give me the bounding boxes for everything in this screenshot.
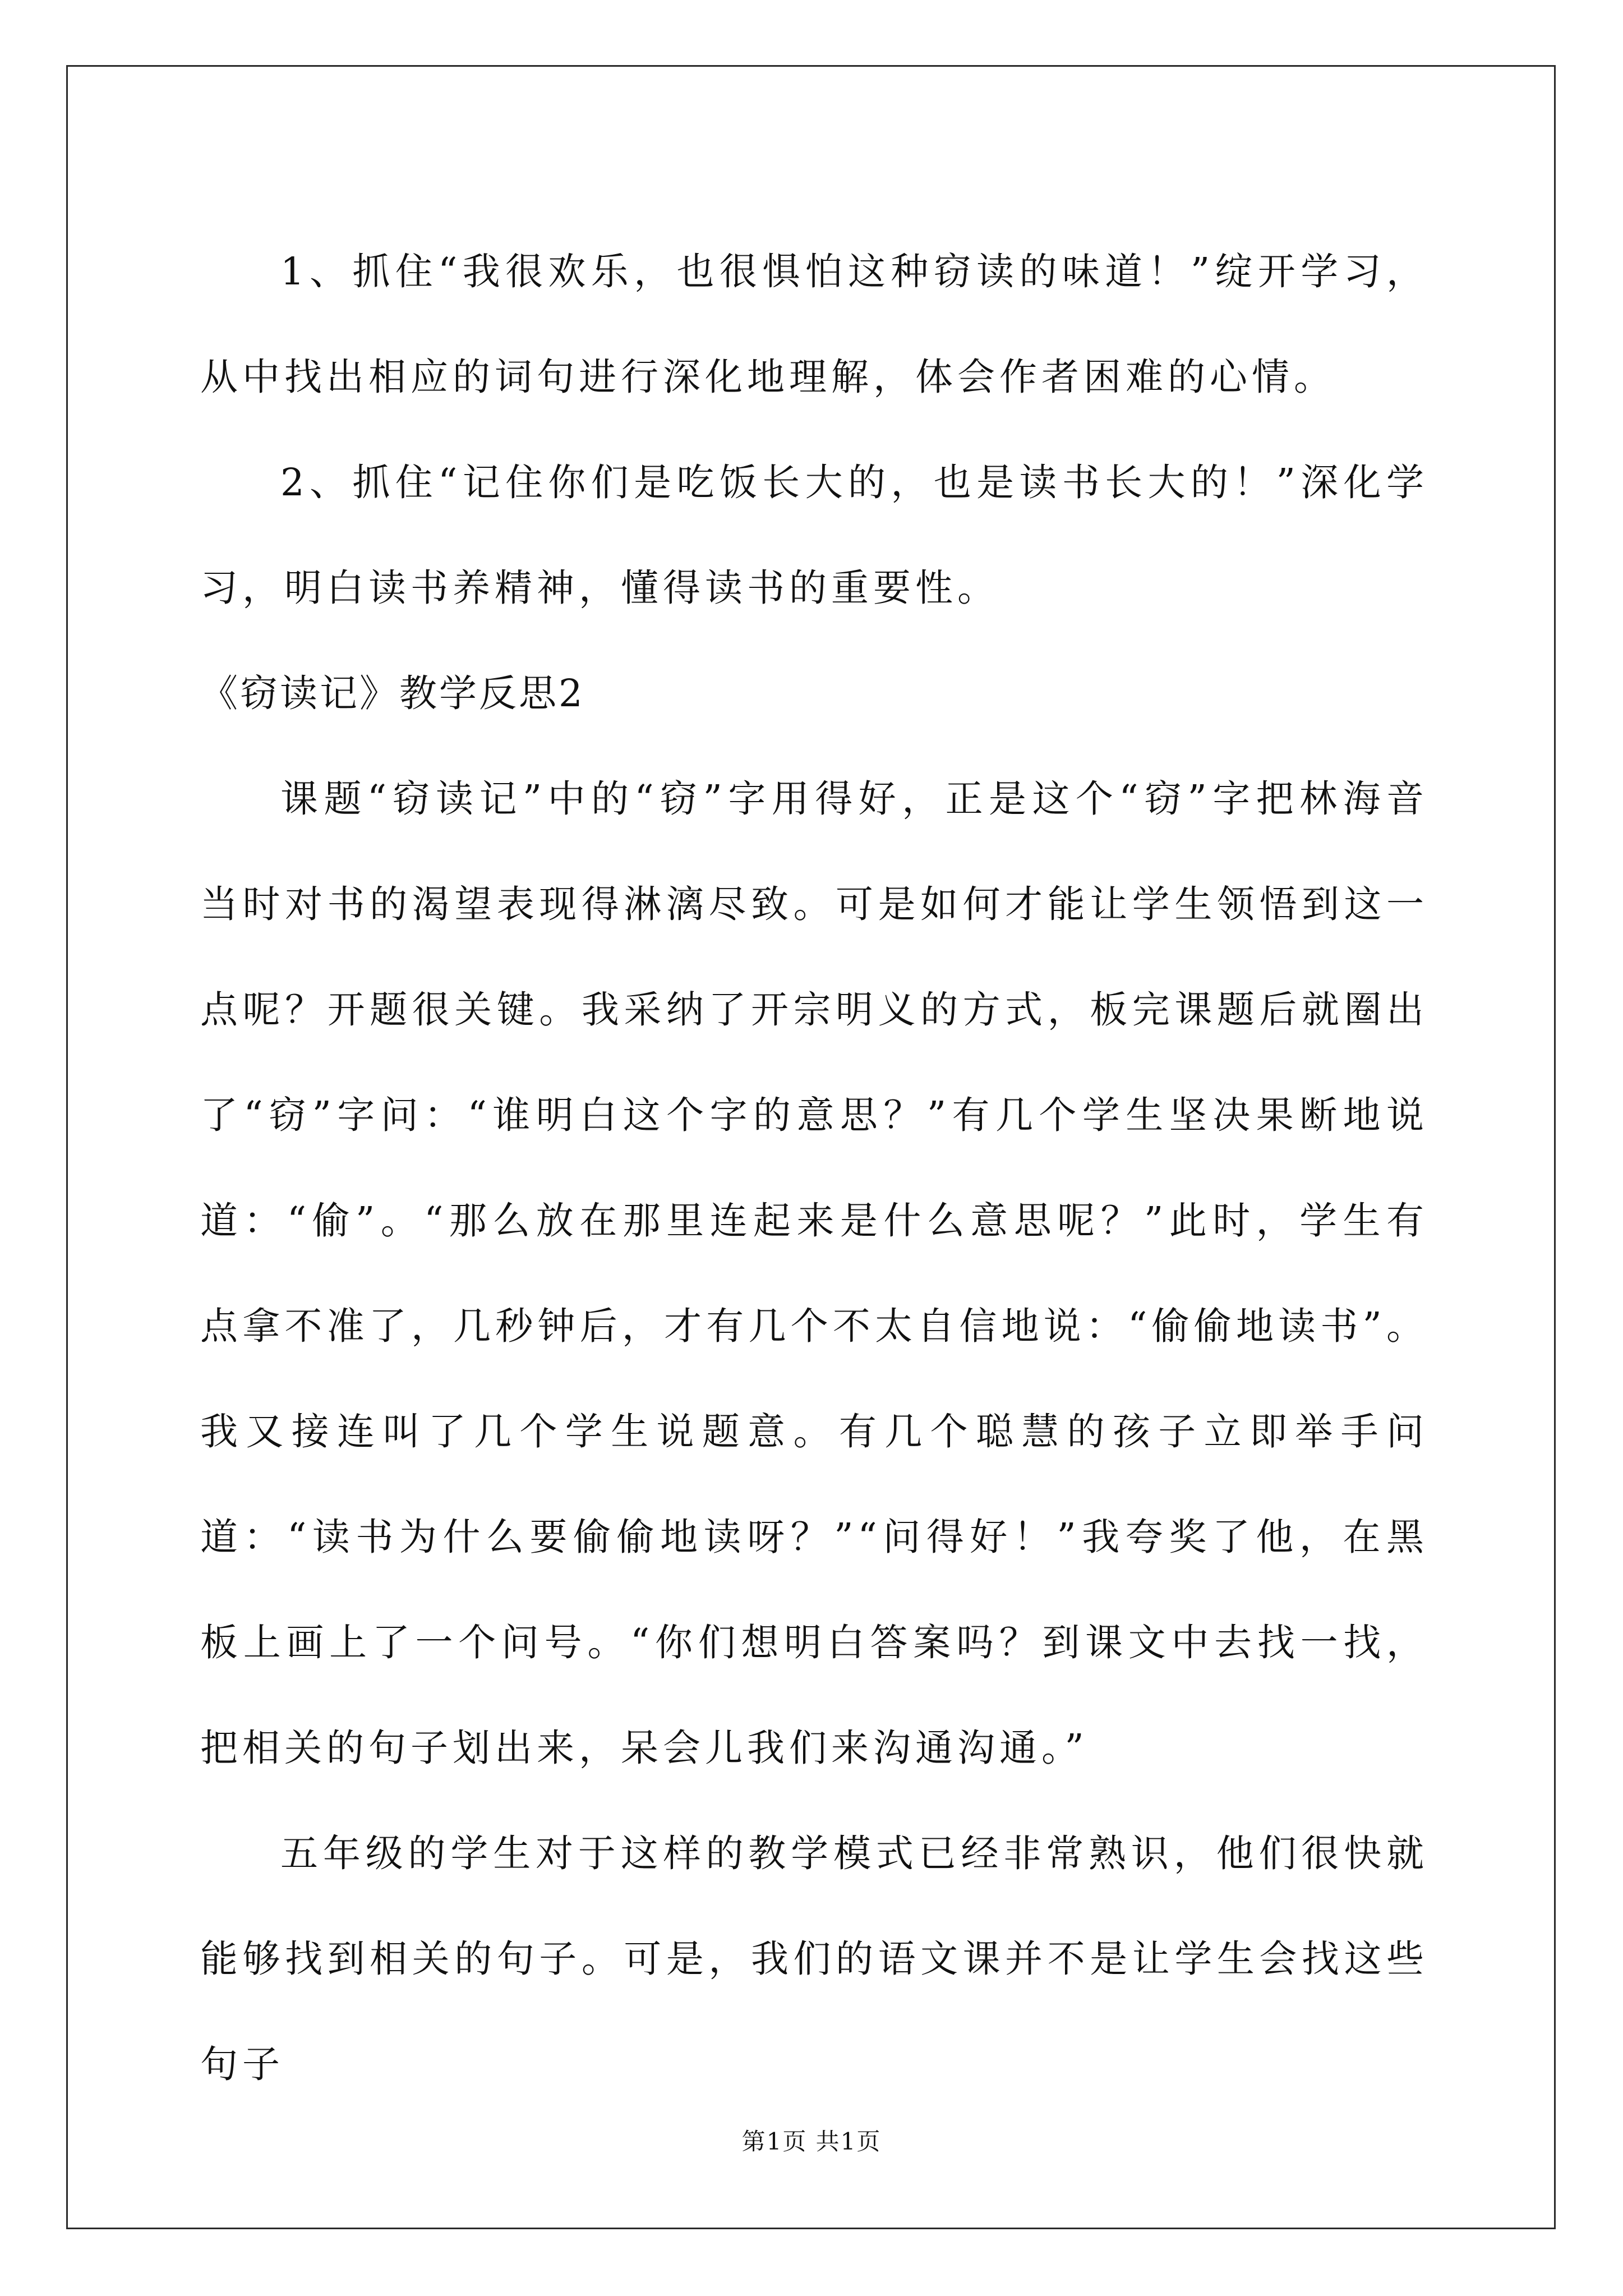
- paragraph-4: 五年级的学生对于这样的教学模式已经非常熟识，他们很快就能够找到相关的句子。可是，我们的语文课并不是让学生会找这些句子: [200, 1832, 1428, 2086]
- section-heading: 《窃读记》教学反思2: [200, 671, 585, 715]
- paragraph-2: 2、抓住“记住你们是吃饭长大的，也是读书长大的！”深化学习，明白读书养精神，懂得读书的重要性。: [200, 461, 1428, 610]
- document-body: [200, 219, 1428, 2117]
- paragraph-1: 1、抓住“我很欢乐，也很惧怕这种窃读的味道！”绽开学习，从中找出相应的词句进行深化地理解，体会作者困难的心情。: [200, 250, 1428, 399]
- paragraph-3: 课题“窃读记”中的“窃”字用得好，正是这个“窃”字把林海音当时对书的渴望表现得淋漓尽致。可是如何才能让学生领悟到这一点呢？开题很关键。我采纳了开宗明义的方式，板完课题后就圈出了“窃”字问：“谁明白这个字的意思？”有几个学生坚决果断地说道：“偷”。“那么放在那里连起来是什么意思呢？”此时，学生有点拿不准了，几秒钟后，才有几个不太自信地说：“偷偷地读书”。我又接连叫了几个学生说题意。有几个聪慧的孩子立即举手问道：“读书为什么要偷偷地读呀？”“问得好！”我夸奖了他，在黑板上画上了一个问号。“你们想明白答案吗？到课文中去找一找，把相关的句子划出来，呆会儿我们来沟通沟通。”: [200, 777, 1428, 1770]
- page-footer: 第1页 共1页: [741, 2128, 882, 2155]
